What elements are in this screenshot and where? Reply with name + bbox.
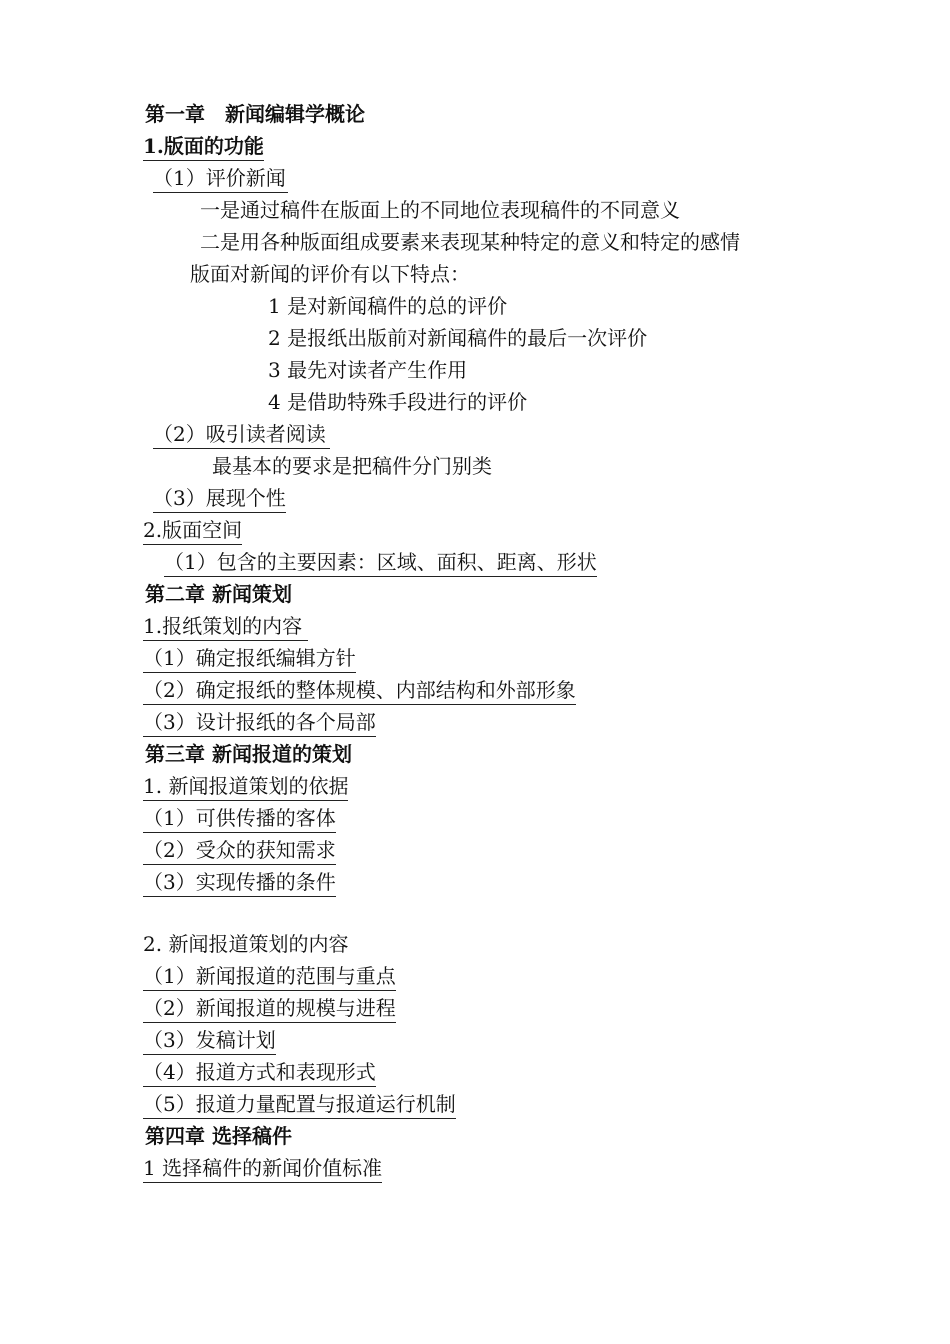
subsection-heading: （2）新闻报道的规模与进程 <box>143 994 396 1023</box>
section-heading: 1. 新闻报道策划的依据 <box>143 772 348 801</box>
body-text: 版面对新闻的评价有以下特点： <box>190 262 470 286</box>
subsection-heading: （3）展现个性 <box>153 484 286 513</box>
subsection-heading: （1）确定报纸编辑方针 <box>143 644 356 673</box>
subsection-heading: （2）确定报纸的整体规模、内部结构和外部形象 <box>143 676 576 705</box>
subsection-heading: （2）吸引读者阅读 <box>153 420 330 449</box>
subsection-heading: （3）设计报纸的各个局部 <box>143 708 376 737</box>
subsection-heading: （3）实现传播的条件 <box>143 868 336 897</box>
list-item: 1 是对新闻稿件的总的评价 <box>268 294 508 318</box>
chapter-4-heading: 第四章 选择稿件 <box>145 1124 292 1148</box>
subsection-heading: （3）发稿计划 <box>143 1026 276 1055</box>
subsection-heading: （5）报道力量配置与报道运行机制 <box>143 1090 456 1119</box>
list-item: 3 最先对读者产生作用 <box>268 358 468 382</box>
section-heading: 2.版面空间 <box>143 516 242 545</box>
list-item: 2 是报纸出版前对新闻稿件的最后一次评价 <box>268 326 648 350</box>
chapter-2-heading: 第二章 新闻策划 <box>145 582 292 606</box>
body-text: 最基本的要求是把稿件分门别类 <box>212 454 492 478</box>
section-1-1-heading: 1.版面的功能 <box>143 132 264 161</box>
chapter-3-heading: 第三章 新闻报道的策划 <box>145 742 352 766</box>
subsection-heading: （1）包含的主要因素：区域、面积、距离、形状 <box>164 548 597 577</box>
subsection-heading: （1）评价新闻 <box>153 164 288 193</box>
body-text: 二是用各种版面组成要素来表现某种特定的意义和特定的感情 <box>200 230 740 254</box>
subsection-heading: （2）受众的获知需求 <box>143 836 336 865</box>
list-item: 4 是借助特殊手段进行的评价 <box>268 390 528 414</box>
chapter-1-heading: 第一章 新闻编辑学概论 <box>145 102 365 126</box>
section-heading: 2. 新闻报道策划的内容 <box>143 932 349 956</box>
section-heading: 1.报纸策划的内容 <box>143 612 308 641</box>
subsection-heading: （1）可供传播的客体 <box>143 804 336 833</box>
body-text: 一是通过稿件在版面上的不同地位表现稿件的不同意义 <box>200 198 680 222</box>
subsection-heading: （4）报道方式和表现形式 <box>143 1058 376 1087</box>
subsection-heading: （1）新闻报道的范围与重点 <box>143 962 396 991</box>
section-heading: 1 选择稿件的新闻价值标准 <box>143 1154 382 1183</box>
